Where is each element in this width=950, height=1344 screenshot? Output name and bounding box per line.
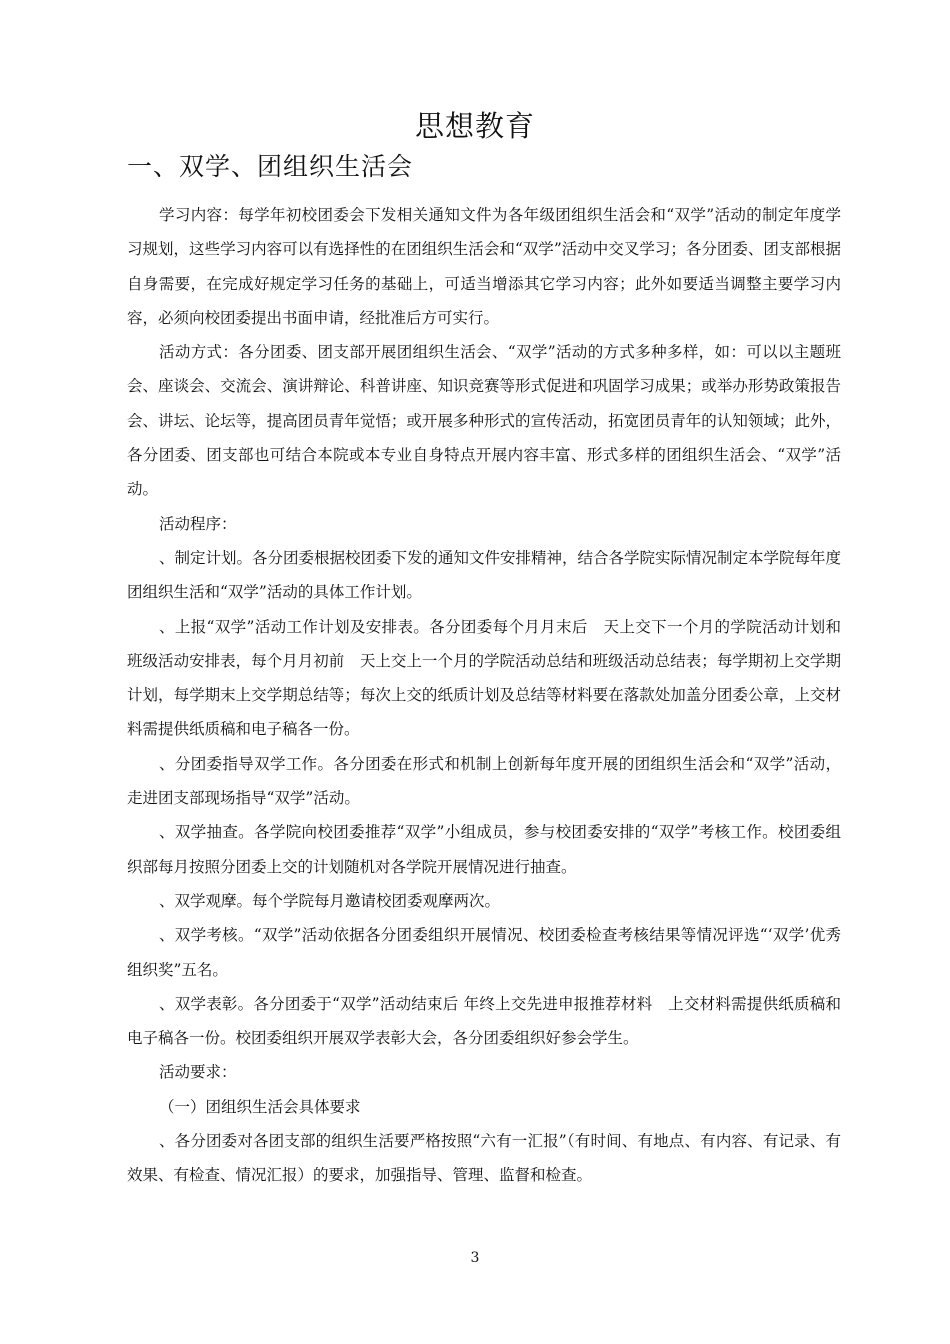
paragraph-six-items: 、各分团委对各团支部的组织生活要严格按照“六有一汇报”（有时间、有地点、有内容、有记录、有效果、有检查、情况汇报）的要求，加强指导、管理、监督和检查。 [127, 1132, 841, 1185]
paragraph-observation: 、双学观摩。每个学院每月邀请校团委观摩两次。 [159, 891, 501, 910]
paragraph-assessment: 、双学考核。“双学”活动依据各分团委组织开展情况、校团委检查考核结果等情况评选“‘双学’优秀组织奖”五名。 [127, 926, 841, 979]
paragraph-subheading-one: （一）团组织生活会具体要求 [159, 1097, 361, 1116]
paragraph-procedure-heading: 活动程序： [159, 514, 237, 533]
paragraph-study-content: 学习内容：每学年初校团委会下发相关通知文件为各年级团组织生活会和“双学”活动的制定年度学习规划，这些学习内容可以有选择性的在团组织生活会和“双学”活动中交叉学习；各分团委、团支部根据自身需要，在完成好规定学习任务的基础上，可适当增添其它学习内容；此外如要适当调整主要学习内容，必须向校团委提出书面申请，经批准后方可实行。 [127, 206, 841, 327]
paragraph-spot-check: 、双学抽查。各学院向校团委推荐“双学”小组成员，参与校团委安排的“双学”考核工作。校团委组织部每月按照分团委上交的计划随机对各学院开展情况进行抽查。 [127, 823, 841, 876]
paragraph-requirements-heading: 活动要求： [159, 1063, 237, 1082]
page-number: 3 [470, 1250, 480, 1266]
body-text [127, 198, 841, 1193]
paragraph-submit-plan: 、上报“双学”活动工作计划及安排表。各分团委每个月月末后 天上交下一个月的学院活动计划和班级活动安排表，每个月月初前 天上交上一个月的学院活动总结和班级活动总结表；每学期初上交学期计划，每学期末上交学期总结等；每次上交的纸质计划及总结等材料要在落款处加盖分团委公章，上交材料需提供纸质稿和电子稿各一份。 [127, 617, 841, 739]
paragraph-commendation: 、双学表彰。各分团委于“双学”活动结束后 年终上交先进申报推荐材料 上交材料需提供纸质稿和电子稿各一份。校团委组织开展双学表彰大会，各分团委组织好参会学生。 [127, 994, 841, 1048]
section-heading: 一、双学、团组织生活会 [127, 152, 414, 181]
paragraph-activity-format: 活动方式：各分团委、团支部开展团组织生活会、“双学”活动的方式多种多样，如：可以以主题班会、座谈会、交流会、演讲辩论、科普讲座、知识竞赛等形式促进和巩固学习成果；或举办形势政策报告会、讲坛、论坛等，提高团员青年觉悟；或开展多种形式的宣传活动，拓宽团员青年的认知领域；此外，各分团委、团支部也可结合本院或本专业自身特点开展内容丰富、形式多样的团组织生活会、“双学”活动。 [127, 343, 841, 499]
paragraph-make-plan: 、制定计划。各分团委根据校团委下发的通知文件安排精神，结合各学院实际情况制定本学院每年度团组织生活和“双学”活动的具体工作计划。 [127, 548, 842, 602]
page-title: 思想教育 [414, 109, 535, 143]
paragraph-guidance: 、分团委指导双学工作。各分团委在形式和机制上创新每年度开展的团组织生活会和“双学”活动，走进团支部现场指导“双学”活动。 [127, 754, 841, 808]
